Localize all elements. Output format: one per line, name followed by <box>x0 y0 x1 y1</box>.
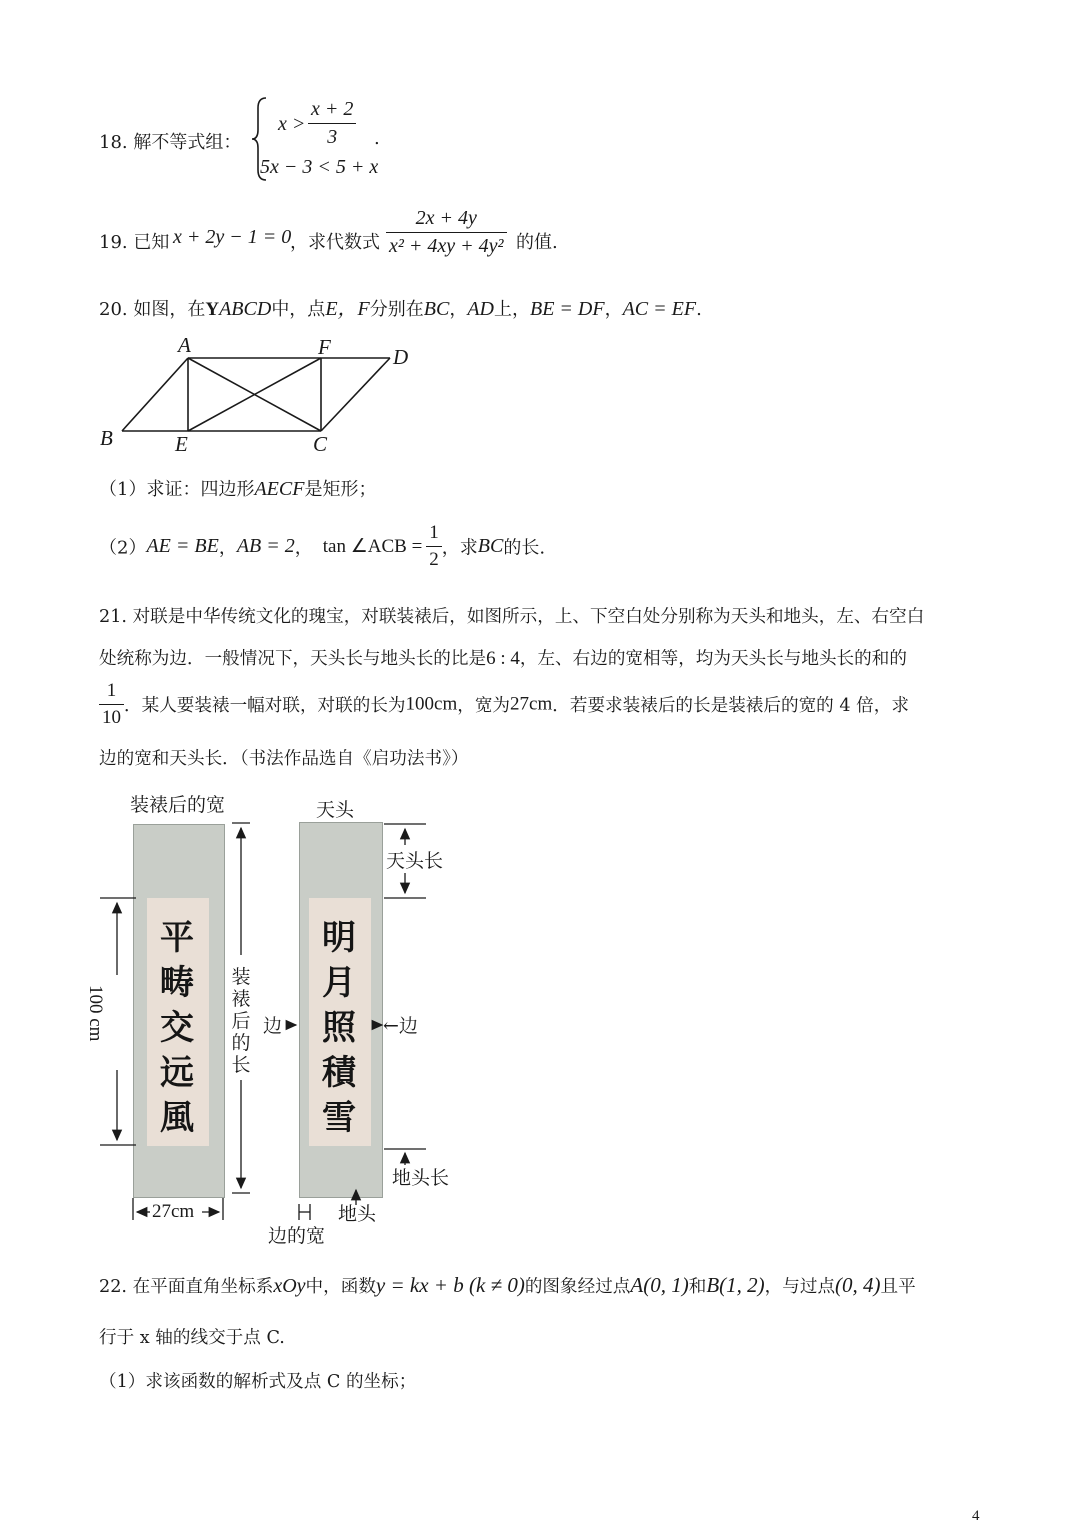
q20-part1-text-a: （1）求证：四边形 <box>99 479 255 500</box>
label-tiantou-length: 天头长 <box>386 850 444 872</box>
q22-line1-text-a: 22. 在平面直角坐标系 <box>99 1277 274 1297</box>
label-ditou-length: 地头长 <box>392 1167 450 1189</box>
q22-point-a: A(0, 1) <box>630 1273 689 1297</box>
q20-stem-text-a: 20. 如图，在 <box>99 299 206 320</box>
edge-dc <box>321 358 390 431</box>
q20-stem-comma-1: ， <box>449 299 468 320</box>
q18-frac-den: 3 <box>327 126 338 148</box>
q20-stem-comma-2: ， <box>604 299 623 320</box>
label-e: E <box>175 432 188 456</box>
q20-part2-bc: BC <box>477 535 504 557</box>
q20-part2-fraction <box>426 522 442 571</box>
q22-line1 <box>99 1273 916 1298</box>
q19-frac-den: x² + 4xy + 4y² <box>389 235 504 257</box>
right-char-1: 明 <box>322 918 356 958</box>
q18-fraction <box>308 98 356 149</box>
q21-line2-text-a: 处统称为边．一般情况下，天头长与地头长的比是 <box>99 649 487 669</box>
q22-line1-text-i: ，与过点 <box>764 1277 836 1297</box>
q22-line1-text-c: 中，函数 <box>305 1277 376 1297</box>
q21-line3 <box>99 680 909 729</box>
label-f: F <box>318 335 331 359</box>
parallelogram-symbol: Y <box>205 299 220 320</box>
q20-stem-text-e: 分别在 <box>369 299 424 320</box>
label-c: C <box>313 432 328 456</box>
label-bian-right: ←边 <box>383 1015 418 1037</box>
q21-line3-text-b: ，宽为 <box>457 696 511 716</box>
q18-line2: 5x − 3 < 5 + x <box>260 156 379 178</box>
q21-length: 100cm <box>405 693 458 715</box>
q20-stem-ef: E，F <box>325 298 370 320</box>
right-char-4: 積 <box>322 1053 356 1093</box>
q20-part2-num: 1 <box>426 522 442 547</box>
q22-line2: 行于 x 轴的线交于点 C. <box>99 1328 285 1348</box>
label-a: A <box>178 333 191 357</box>
label-100cm: 100 cm <box>85 985 106 1042</box>
q22-function: y = kx + b (k ≠ 0) <box>375 1273 525 1297</box>
label-mounted-width: 装裱后的宽 <box>130 794 226 816</box>
q20-part2-text-i: 的长. <box>503 537 546 559</box>
q21-line2-text-b: ，左、右边的宽相等，均为天头长与地头长的和的 <box>519 649 907 669</box>
q18-line1-left: x > <box>278 113 306 135</box>
q20-part2-comma-1: ， <box>218 537 237 559</box>
edge-ab <box>122 358 188 431</box>
q22-line1-text-e: 的图象经过点 <box>524 1277 631 1297</box>
q21-line4: 边的宽和天头长．（书法作品选自《启功法书》） <box>99 749 469 769</box>
q21-line1: 21. 对联是中华传统文化的瑰宝，对联装裱后，如图所示，上、下空白处分别称为天头和地头，左、右空白 <box>99 607 925 627</box>
q20-part1-text-c: 是矩形； <box>304 479 377 500</box>
left-char-2: 畴 <box>160 963 194 1003</box>
parallelogram-figure <box>95 330 425 460</box>
q21-frac-den: 10 <box>102 707 121 728</box>
q20-part2-den: 2 <box>429 549 439 570</box>
label-tiantou: 天头 <box>316 799 355 821</box>
q20-stem-bc: BC <box>423 298 450 320</box>
q19-frac-num: 2x + 4y <box>386 207 507 233</box>
q22-line1-text-k: 且平 <box>880 1277 916 1297</box>
left-char-1: 平 <box>160 918 194 958</box>
right-char-3: 照 <box>322 1008 356 1048</box>
label-27cm: 27cm <box>152 1201 195 1222</box>
q20-part2-ae-be: AE = BE <box>146 535 219 557</box>
q20-stem-text-i: 上， <box>493 299 530 320</box>
q21-ratio: 6 : 4 <box>486 648 520 669</box>
q19-middle: ，求代数式 <box>290 232 380 253</box>
q20-part2 <box>99 522 545 571</box>
q21-fraction <box>99 680 124 729</box>
q20-part2-ab: AB = 2 <box>236 535 295 557</box>
q22-xoy: xOy <box>273 1275 306 1297</box>
label-d: D <box>393 345 409 369</box>
q22-point-b: B(1, 2) <box>706 1273 765 1297</box>
label-bian-width: 边的宽 <box>268 1225 326 1247</box>
q20-stem-ac-ef: AC = EF <box>622 298 697 320</box>
left-char-3: 交 <box>160 1008 194 1048</box>
q20-part2-label: （2） <box>99 537 147 559</box>
q20-stem-ad: AD <box>467 298 494 320</box>
q21-line2 <box>99 645 907 670</box>
label-mounted-length: 装裱后的长 <box>231 966 251 1076</box>
label-bian-left: 边 <box>263 1015 283 1037</box>
right-char-2: 月 <box>322 963 356 1003</box>
q20-stem-be-df: BE = DF <box>529 298 605 320</box>
label-ditou: 地头 <box>338 1203 377 1225</box>
right-char-5: 雪 <box>322 1098 356 1138</box>
q20-part1-aecf: AECF <box>254 478 305 500</box>
q21-frac-num: 1 <box>99 680 124 705</box>
q20-part2-comma-2: ， <box>294 537 313 559</box>
q22-line1-text-g: 和 <box>688 1277 707 1297</box>
q20-stem <box>99 292 702 321</box>
q20-part2-text-g: ，求 <box>441 537 478 559</box>
q18-suffix: . <box>374 128 380 149</box>
label-b: B <box>100 426 113 450</box>
q19-fraction <box>386 207 507 258</box>
q19-condition: x + 2y − 1 = 0 <box>173 226 292 248</box>
q20-stem-period: . <box>696 299 702 320</box>
q21-width: 27cm <box>510 693 553 715</box>
q18-frac-num: x + 2 <box>308 98 356 124</box>
q20-stem-abcd: ABCD <box>219 298 272 320</box>
left-char-5: 風 <box>160 1098 194 1138</box>
left-char-4: 远 <box>160 1053 194 1093</box>
q21-line3-text-a: ．某人要装裱一幅对联，对联的长为 <box>124 696 406 716</box>
q20-part1 <box>99 475 376 501</box>
q22-point-04: (0, 4) <box>835 1273 881 1297</box>
q19-prefix: 19. 已知 <box>99 232 170 253</box>
q20-stem-text-c: 中，点 <box>271 299 326 320</box>
q19-suffix: 的值. <box>516 232 558 253</box>
q20-part2-tan: tan ∠ACB = <box>322 536 423 557</box>
q21-line3-text-c: ．若要求装裱后的长是装裱后的宽的 4 倍，求 <box>552 696 909 716</box>
page-number: 4 <box>972 1508 980 1524</box>
q22-part1: （1）求该函数的解析式及点 C 的坐标； <box>99 1372 417 1392</box>
q18-prefix: 18. 解不等式组： <box>99 132 242 153</box>
